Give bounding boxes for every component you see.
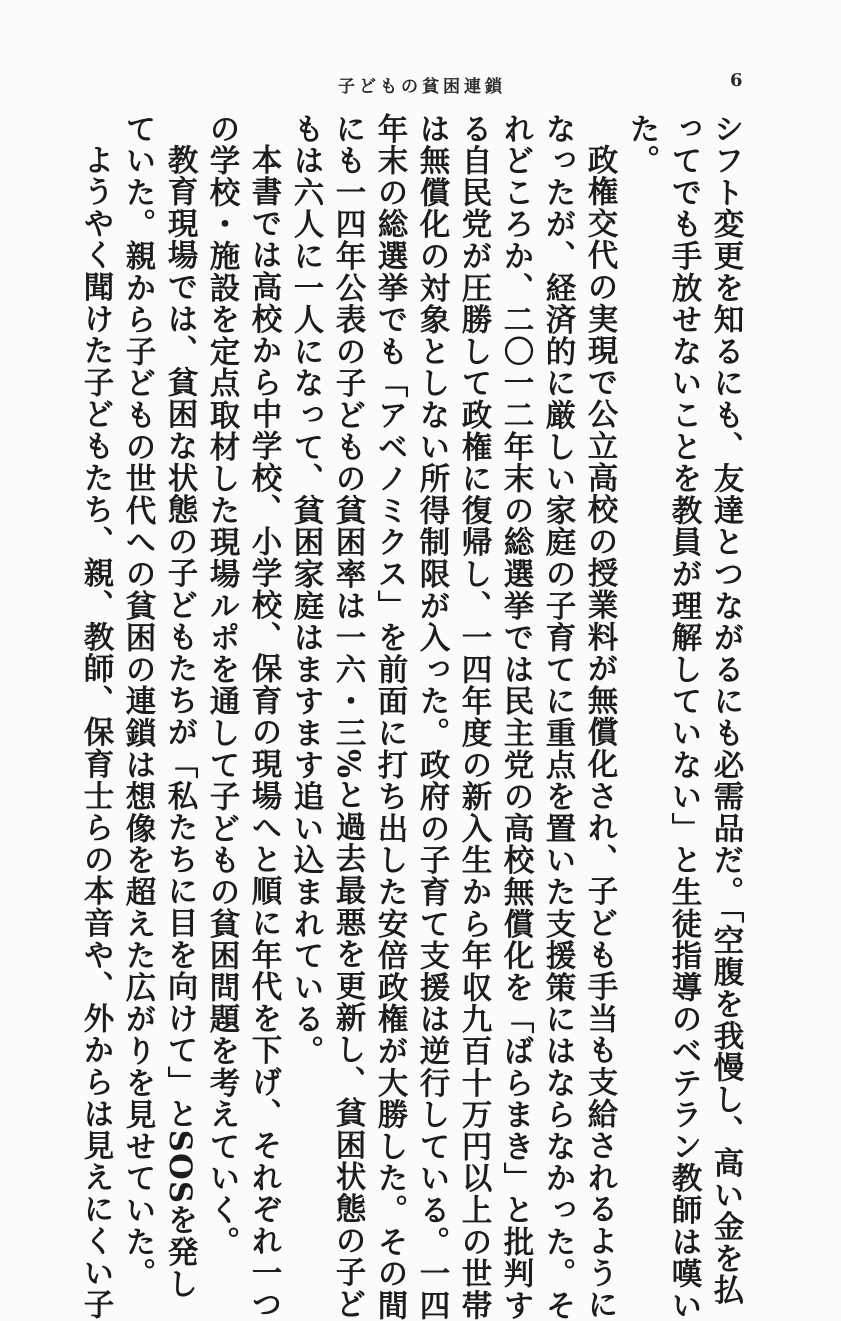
text-line: シフト変更を知るにも、友達とつながるにも必需品だ。「空腹を我慢し、高い金を払 — [708, 113, 744, 1307]
text-line: ようやく聞けた子どもたち、親、教師、保育士らの本音や、外からは見えにくい子 — [78, 143, 114, 1321]
text-line: にも一四年公表の子どもの貧困率は一六・三%と過去最悪を更新し、貧困状態の子ど — [330, 113, 366, 1320]
body-text — [75, 113, 747, 1321]
text-line: 教育現場では、貧困な状態の子どもたちが「私たちに目を向けて」とSOSを発し — [162, 143, 198, 1300]
text-line: ってでも手放せないことを教員が理解していない」と生徒指導のベテラン教師は嘆い — [666, 113, 702, 1321]
text-line: る自民党が圧勝して政権に復帰し、一四年度の新入生から年収九百十万円以上の世帯 — [456, 113, 492, 1321]
text-line: た。 — [624, 113, 660, 177]
page-number: 6 — [730, 70, 743, 91]
text-line: 本書では高校から中学校、小学校、保育の現場へと順に年代を下げ、それぞれ一つ — [246, 143, 282, 1321]
running-title: 子どもの貧困連鎖 — [338, 77, 506, 97]
text-line: は無償化の対象としない所得制限が入った。政府の子育て支援は逆行している。一四 — [414, 113, 450, 1321]
text-line: なったが、経済的に厳しい家庭の子育てに重点を置いた支援策にはならなかった。そ — [540, 113, 576, 1321]
text-line: の学校・施設を定点取材した現場ルポを通して子どもの貧困問題を考えていく。 — [204, 113, 240, 1258]
text-line: 政権交代の実現で公立高校の授業料が無償化され、子ども手当も支給されるように — [582, 143, 618, 1321]
text-line: ていた。親から子どもの世代への貧困の連鎖は想像を超えた広がりを見せていた。 — [120, 113, 156, 1290]
text-line: もは六人に一人になって、貧困家庭はますます追い込まれている。 — [288, 113, 324, 1067]
text-line: 年末の総選挙でも「アベノミクス」を前面に打ち出した安倍政権が大勝した。その間 — [372, 113, 408, 1321]
text-line: れどころか、二〇一二年末の総選挙では民主党の高校無償化を「ばらまき」と批判す — [498, 113, 534, 1321]
